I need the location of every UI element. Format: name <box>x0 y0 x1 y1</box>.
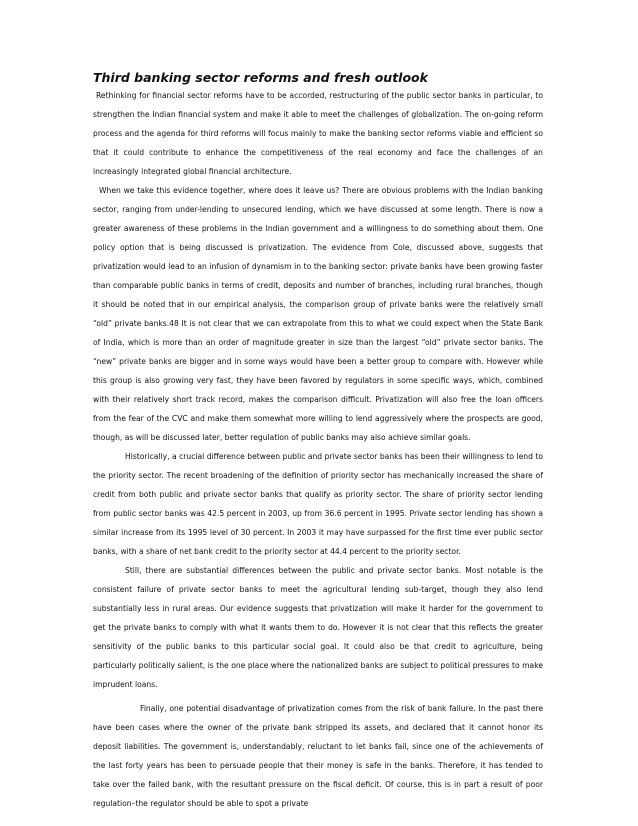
paragraph-historically: Historically, a crucial difference between public and private sector banks has been their willingness to lend to the priority sector. The recent broadening of the definition of priority sector has mechanically increased the share of credit from both public and private sector banks that qualify as priority sector. The share of priority sector lending from public sector banks was 42.5 percent in 2003, up from 36.6 percent in 1995. Private sector lending has shown a similar increase from its 1995 level of 30 percent. In 2003 it may have surpassed for the first time ever public sector banks, with a share of net bank credit to the priority sector at 44.4 percent to the priority sector. <box>93 452 543 556</box>
paragraph-evidence: When we take this evidence together, where does it leave us? There are obvious problems with the Indian banking sector, ranging from under-lending to unsecured lending, which we have discussed at some length. There is now a greater awareness of these problems in the Indian government and a willingness to do something about them. One policy option that is being discussed is privatization. The evidence from Cole, discussed above, suggests that privatization would lead to an infusion of dynamism in to the banking sector: private banks have been growing faster than comparable public banks in terms of credit, deposits and number of branches, including rural branches, though it should be noted that in our empirical analysis, the comparison group of private banks were the relatively small “old” private banks.48 It is not clear that we can extrapolate from this to what we could expect when the State Bank of India, which is more than an order of magnitude greater in size than the largest “old” private sector banks. The “new” private banks are bigger and in some ways would have been a better group to compare with. However while this group is also growing very fast, they have been favored by regulators in some specific ways, which, combined with their relatively short track record, makes the comparison difficult. Privatization will also free the loan officers from the fear of the CVC and make them somewhat more willing to lend aggressively where the prospects are good, though, as will be discussed later, better regulation of public banks may also achieve similar goals. <box>93 186 543 442</box>
section-title: Third banking sector reforms and fresh outlook <box>93 70 428 85</box>
paragraph-reforms: Rethinking for financial sector reforms have to be accorded, restructuring of the public sector banks in particular, to strengthen the Indian financial system and make it able to meet the challenges of globalization. The on-going reform process and the agenda for third reforms will focus mainly to make the banking sector reforms viable and efficient so that it could contribute to enhance the competitiveness of the real economy and face the challenges of an increasingly integrated global financial architecture. <box>93 91 543 176</box>
paragraph-differences: Still, there are substantial differences between the public and private sector banks. Most notable is the consistent failure of private sector banks to meet the agricultural lending sub-target, though they also lend substantially less in rural areas. Our evidence suggests that privatization will make it harder for the government to get the private banks to comply with what it wants them to do. However it is not clear that this reflects the greater sensitivity of the public banks to this particular social goal. It could also be that credit to agriculture, being particularly politically salient, is the one place where the nationalized banks are subject to political pressures to make imprudent loans. <box>93 566 543 689</box>
document-page <box>93 70 543 813</box>
paragraph-bank-failure: Finally, one potential disadvantage of privatization comes from the risk of bank failure. In the past there have been cases where the owner of the private bank stripped its assets, and declared that it cannot honor its deposit liabilities. The government is, understandably, reluctant to let banks fail, since one of the achievements of the last forty years has been to persuade people that their money is safe in the banks. Therefore, it has tended to take over the failed bank, with the resultant pressure on the fiscal deficit. Of course, this is in part a result of poor regulation–the regulator should be able to spot a private <box>93 704 543 808</box>
